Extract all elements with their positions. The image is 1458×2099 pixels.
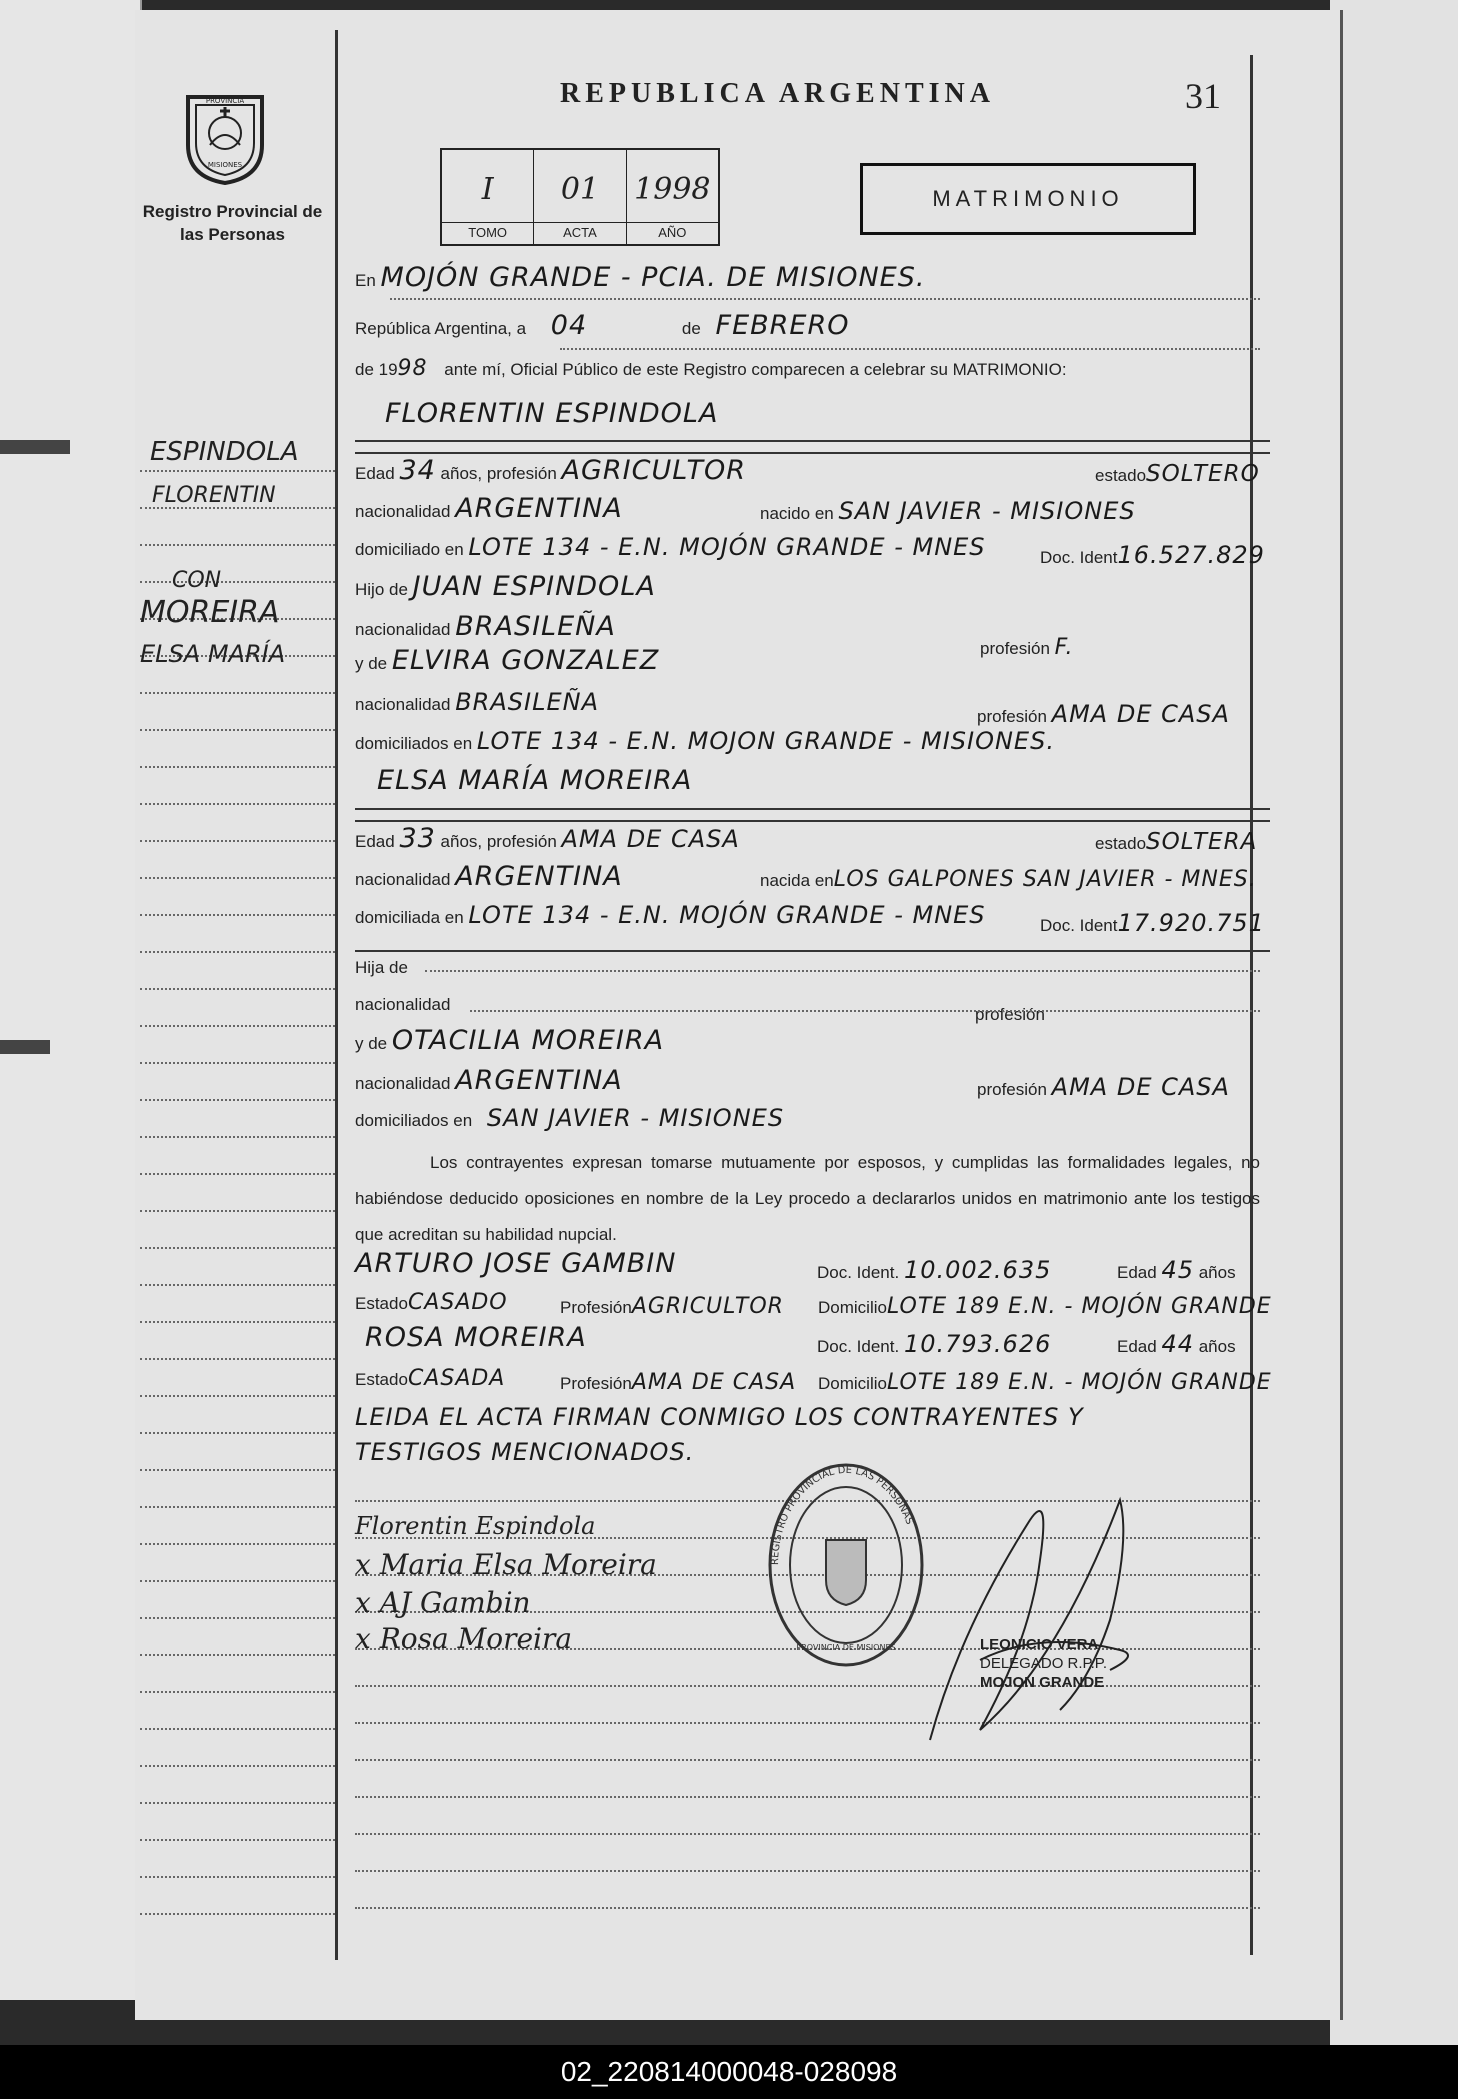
margin-ruled-line xyxy=(140,1876,335,1878)
bride-name-row xyxy=(355,765,1270,796)
groom-father-row xyxy=(355,571,1270,602)
margin-ruled-line xyxy=(140,1025,335,1027)
signature-ruled-line xyxy=(355,1907,1260,1909)
groom-age: 34 xyxy=(399,455,436,486)
republica-label: República Argentina, a xyxy=(355,319,527,338)
margin-bride-surname: MOREIRA xyxy=(140,595,280,630)
groom-age-row xyxy=(355,455,1270,486)
margin-ruled-line xyxy=(140,1765,335,1767)
margin-ruled-line xyxy=(140,1247,335,1249)
binding-mark xyxy=(0,1040,50,1054)
bride-estado: SOLTERA xyxy=(1146,829,1258,855)
estado-label: Estado xyxy=(355,1294,408,1313)
image-id-footer: 02_220814000048-028098 xyxy=(0,2045,1458,2099)
bride-name: ELSA MARÍA MOREIRA xyxy=(377,765,693,796)
record-box xyxy=(440,148,720,246)
hijo-label: Hijo de xyxy=(355,580,408,599)
acta-value: 01 xyxy=(560,172,600,207)
margin-con: CON xyxy=(172,568,222,593)
document-type-box: MATRIMONIO xyxy=(860,163,1196,235)
hija-label: Hija de xyxy=(355,958,408,977)
official-block xyxy=(980,1635,1107,1692)
nacionalidad-label: nacionalidad xyxy=(355,870,451,889)
margin-ruled-line xyxy=(140,1580,335,1582)
seal-top-text: PROVINCIA xyxy=(205,97,245,105)
closing-text-1: LEIDA EL ACTA FIRMAN CONMIGO LOS CONTRAYENTES Y xyxy=(355,1403,1084,1431)
groom-nationality-row xyxy=(355,493,1270,524)
stamp-text: REGISTRO PROVINCIAL DE LAS PERSONAS xyxy=(769,1464,915,1566)
doc-label: Doc. Ident xyxy=(1040,548,1118,567)
marriage-month: FEBRERO xyxy=(715,310,850,341)
margin-ruled-line xyxy=(140,1913,335,1915)
doc-label: Doc. Ident. xyxy=(817,1337,900,1356)
bride-mother-profession: AMA DE CASA xyxy=(1051,1073,1230,1101)
groom-father-profession: F. xyxy=(1054,635,1074,660)
margin-ruled-line xyxy=(140,1284,335,1286)
margin-ruled-line xyxy=(140,1506,335,1508)
comparecen-text: ante mí, Oficial Público de este Registro comparecen a celebrar su MATRIMONIO: xyxy=(444,360,1067,379)
year-prefix: de 19 xyxy=(355,360,398,379)
intro-year-row xyxy=(355,356,1270,381)
groom-mother-nationality-row xyxy=(355,688,1270,728)
margin-ruled-line xyxy=(140,1210,335,1212)
signature-4: x Rosa Moreira xyxy=(355,1622,573,1655)
witness1-row xyxy=(355,1248,1270,1284)
margin-ruled-line xyxy=(140,1654,335,1656)
groom-mother-row xyxy=(355,645,1270,676)
separator xyxy=(355,820,1270,822)
witness1-address: LOTE 189 E.N. - MOJÓN GRANDE xyxy=(886,1294,1272,1319)
margin-ruled-line xyxy=(140,1469,335,1471)
registry-stamp-icon xyxy=(766,1460,926,1670)
witness2-age: 44 xyxy=(1161,1330,1194,1358)
domiciliada-label: domiciliada en xyxy=(355,908,464,927)
margin-ruled-line xyxy=(140,803,335,805)
intro-place-row xyxy=(355,262,1270,293)
bride-parents-address-row xyxy=(355,1104,1270,1132)
margin-ruled-line xyxy=(140,1728,335,1730)
bride-father-row xyxy=(355,958,1270,978)
nacionalidad-label: nacionalidad xyxy=(355,695,451,714)
background-right xyxy=(1330,0,1458,2045)
groom-profession: AGRICULTOR xyxy=(561,455,746,486)
profesion-label: profesión xyxy=(980,639,1050,658)
acta-cell xyxy=(534,150,626,244)
margin-ruled-line xyxy=(140,988,335,990)
margin-ruled-line xyxy=(140,914,335,916)
witness2-doc: 10.793.626 xyxy=(903,1330,1052,1358)
margin-ruled-line xyxy=(140,544,335,546)
margin-ruled-line xyxy=(140,1691,335,1693)
margin-ruled-line xyxy=(140,766,335,768)
witness1-doc: 10.002.635 xyxy=(903,1256,1052,1284)
witness2-row xyxy=(355,1322,1270,1358)
registry-name: Registro Provincial de las Personas xyxy=(142,202,323,244)
groom-mother: ELVIRA GONZALEZ xyxy=(391,645,660,676)
margin-ruled-line xyxy=(140,692,335,694)
groom-name: FLORENTIN ESPINDOLA xyxy=(385,398,719,429)
bride-age-row xyxy=(355,823,1270,854)
margin-ruled-line xyxy=(140,877,335,879)
bride-address: LOTE 134 - E.N. MOJÓN GRANDE - MNES xyxy=(468,901,986,929)
edad-label: Edad xyxy=(1117,1263,1157,1282)
bride-address-row xyxy=(355,901,1270,937)
domicilio-label: Domicilio xyxy=(818,1298,887,1317)
groom-birthplace: SAN JAVIER - MISIONES xyxy=(838,497,1136,525)
estado-label: estado xyxy=(1095,466,1147,485)
anos-label: años xyxy=(1198,1337,1236,1356)
witness1-estado: CASADO xyxy=(407,1290,508,1315)
domiciliados-label: domiciliados en xyxy=(355,1111,473,1130)
nacionalidad-label: nacionalidad xyxy=(355,502,451,521)
stamp-bottom-text: PROVINCIA DE MISIONES xyxy=(796,1643,896,1652)
estado-label: Estado xyxy=(355,1370,408,1389)
witness1-name: ARTURO JOSE GAMBIN xyxy=(355,1248,677,1279)
binding-mark xyxy=(0,440,70,454)
bride-mother-nationality: ARGENTINA xyxy=(455,1065,623,1096)
margin-bride-given: ELSA MARÍA xyxy=(140,640,286,668)
nacionalidad-label: nacionalidad xyxy=(355,995,451,1014)
year-value: 1998 xyxy=(634,172,711,207)
seal-bottom-text: MISIONES xyxy=(207,161,243,169)
margin-ruled-line xyxy=(140,951,335,953)
signature-3: x AJ Gambin xyxy=(355,1586,531,1619)
bride-mother-row xyxy=(355,1025,1270,1056)
marriage-place: MOJÓN GRANDE - PCIA. DE MISIONES. xyxy=(380,262,926,293)
nacida-label: nacida en xyxy=(760,871,834,890)
bride-parents-address: SAN JAVIER - MISIONES xyxy=(486,1104,785,1132)
margin-ruled-line xyxy=(140,470,335,472)
official-title: DELEGADO R.P.P. xyxy=(980,1655,1108,1672)
margin-ruled-line xyxy=(140,1802,335,1804)
de-label: de xyxy=(681,319,701,338)
witness2-name: ROSA MOREIRA xyxy=(365,1322,587,1353)
margin-given-name: FLORENTIN xyxy=(152,483,276,508)
anos-label: años xyxy=(1198,1263,1236,1282)
margin-ruled-line xyxy=(140,1543,335,1545)
estado-label: estado xyxy=(1095,834,1147,853)
bride-father-nationality-row xyxy=(355,995,1270,1024)
witness2-address: LOTE 189 E.N. - MOJÓN GRANDE xyxy=(886,1370,1272,1395)
witness1-detail-row xyxy=(355,1290,1272,1319)
groom-father: JUAN ESPINDOLA xyxy=(412,571,656,602)
witness1-age: 45 xyxy=(1161,1256,1194,1284)
groom-parents-address-row xyxy=(355,727,1270,755)
nacionalidad-label: nacionalidad xyxy=(355,1074,451,1093)
tomo-value: I xyxy=(481,172,494,207)
groom-parents-address: LOTE 134 - E.N. MOJON GRANDE - MISIONES. xyxy=(476,727,1055,755)
groom-nationality: ARGENTINA xyxy=(455,493,623,524)
page-number: 31 xyxy=(1185,76,1221,116)
margin-ruled-line xyxy=(140,1839,335,1841)
witness2-estado: CASADA xyxy=(407,1366,506,1391)
signature-ruled-line xyxy=(355,1870,1260,1872)
en-label: En xyxy=(355,271,376,290)
acta-label: ACTA xyxy=(534,222,625,240)
profesion-label: Profesión xyxy=(560,1374,632,1393)
previous-page-edge xyxy=(0,0,142,2000)
margin-ruled-line xyxy=(140,1617,335,1619)
bride-doc: 17.920.751 xyxy=(1117,909,1265,937)
profesion-label: profesión xyxy=(977,707,1047,726)
doc-label: Doc. Ident. xyxy=(817,1263,900,1282)
official-place: MOJON GRANDE xyxy=(980,1674,1105,1691)
profesion-label: años, profesión xyxy=(440,832,557,851)
groom-father-nationality: BRASILEÑA xyxy=(455,611,616,642)
edad-label: Edad xyxy=(355,464,395,483)
margin-ruled-line xyxy=(140,1395,335,1397)
year-suffix: 98 xyxy=(397,356,428,381)
official-signature-icon xyxy=(920,1480,1180,1750)
separator xyxy=(355,808,1270,810)
closing-line1 xyxy=(355,1403,1270,1431)
groom-doc: 16.527.829 xyxy=(1117,541,1265,569)
bride-age: 33 xyxy=(399,823,436,854)
signature-2: x Maria Elsa Moreira xyxy=(355,1548,657,1581)
closing-text-2: TESTIGOS MENCIONADOS. xyxy=(355,1438,695,1466)
groom-address-row xyxy=(355,533,1270,569)
provincial-seal-icon xyxy=(180,85,270,185)
domiciliado-label: domiciliado en xyxy=(355,540,464,559)
witness2-detail-row xyxy=(355,1366,1272,1395)
dotline xyxy=(390,298,1260,300)
official-name: LEONICIO VERA xyxy=(980,1636,1099,1653)
bride-mother-nationality-row xyxy=(355,1065,1270,1101)
domiciliados-label: domiciliados en xyxy=(355,734,473,753)
bride-nationality: ARGENTINA xyxy=(455,861,623,892)
margin-ruled-line xyxy=(140,1099,335,1101)
dotline xyxy=(425,970,1260,972)
bride-mother: OTACILIA MOREIRA xyxy=(391,1025,665,1056)
edad-label: Edad xyxy=(355,832,395,851)
bride-nationality-row xyxy=(355,861,1270,892)
margin-ruled-line xyxy=(140,581,335,583)
groom-mother-nationality: BRASILEÑA xyxy=(455,688,599,716)
witness2-profession: AMA DE CASA xyxy=(631,1370,797,1395)
marriage-day: 04 xyxy=(550,310,588,341)
profesion-label: años, profesión xyxy=(440,464,557,483)
profesion-label: Profesión xyxy=(560,1298,632,1317)
separator xyxy=(355,440,1270,442)
signature-1: Florentin Espindola xyxy=(355,1512,596,1540)
intro-date-row xyxy=(355,310,1270,341)
groom-mother-profession: AMA DE CASA xyxy=(1051,700,1230,728)
groom-name-row xyxy=(355,398,1270,429)
margin-ruled-line xyxy=(140,1321,335,1323)
column-divider xyxy=(335,30,338,1960)
groom-father-nationality-row xyxy=(355,611,1270,660)
nacido-label: nacido en xyxy=(760,504,834,523)
margin-ruled-line xyxy=(140,1136,335,1138)
bride-birthplace: LOS GALPONES SAN JAVIER - MNES. xyxy=(833,867,1257,892)
bride-profession: AMA DE CASA xyxy=(561,825,740,853)
year-label: AÑO xyxy=(627,222,718,240)
signature-ruled-line xyxy=(355,1759,1260,1761)
year-cell xyxy=(627,150,718,244)
profesion-label: profesión xyxy=(977,1080,1047,1099)
edad-label: Edad xyxy=(1117,1337,1157,1356)
witness1-profession: AGRICULTOR xyxy=(631,1294,784,1319)
groom-address: LOTE 134 - E.N. MOJÓN GRANDE - MNES xyxy=(468,533,986,561)
margin-ruled-line xyxy=(140,1062,335,1064)
nacionalidad-label: nacionalidad xyxy=(355,620,451,639)
margin-ruled-line xyxy=(140,1173,335,1175)
yde-label: y de xyxy=(355,1034,388,1053)
tomo-label: TOMO xyxy=(442,222,533,240)
yde-label: y de xyxy=(355,654,388,673)
tomo-cell xyxy=(442,150,534,244)
dotline xyxy=(560,348,1260,350)
groom-estado: SOLTERO xyxy=(1146,461,1260,487)
signature-ruled-line xyxy=(355,1833,1260,1835)
margin-ruled-line xyxy=(140,1432,335,1434)
doc-label: Doc. Ident xyxy=(1040,916,1118,935)
signature-ruled-line xyxy=(355,1796,1260,1798)
profesion-label: profesión xyxy=(975,1005,1045,1024)
separator xyxy=(355,950,1270,952)
separator xyxy=(355,452,1270,454)
margin-ruled-line xyxy=(140,1358,335,1360)
declaration-text: Los contrayentes expresan tomarse mutuamente por esposos, y cumplidas las formalidades legales, no habiéndose deducido oposiciones en nombre de la Ley procedo a declararlos unidos en matrimonio ante los testigos que acreditan su habilidad nupcial. xyxy=(355,1153,1260,1244)
domicilio-label: Domicilio xyxy=(818,1374,887,1393)
margin-ruled-line xyxy=(140,729,335,731)
dotline xyxy=(470,1010,1260,1012)
margin-ruled-line xyxy=(140,840,335,842)
page-title: REPUBLICA ARGENTINA xyxy=(560,78,995,109)
margin-surname: ESPINDOLA xyxy=(150,437,299,467)
